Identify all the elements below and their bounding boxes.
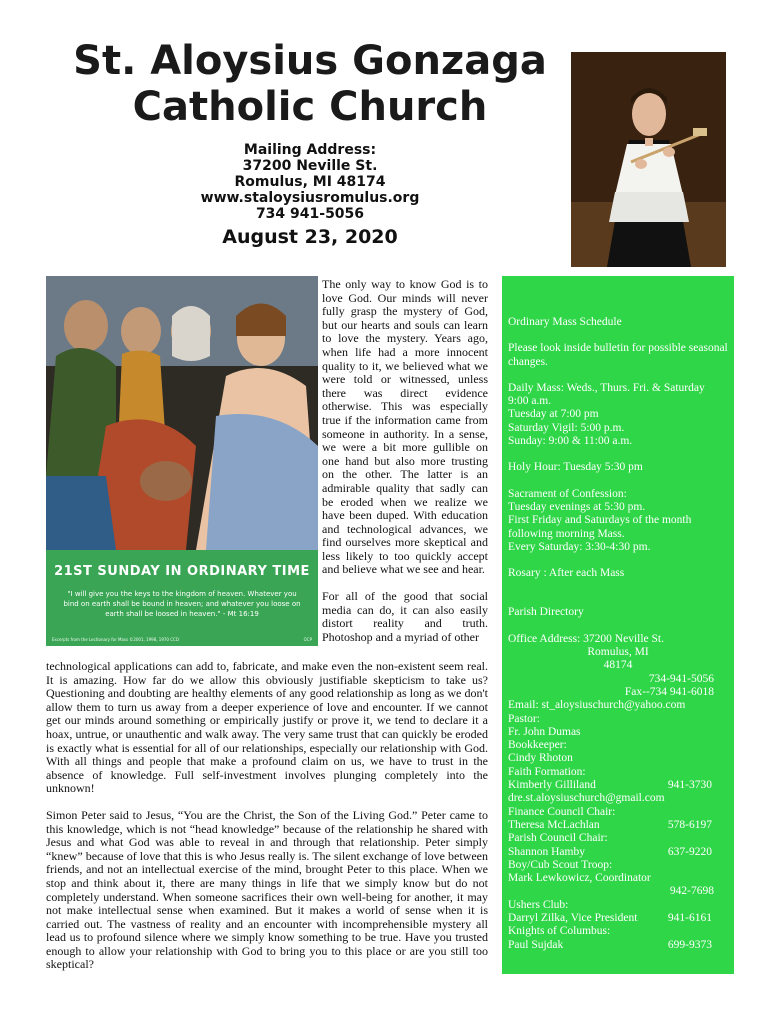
gospel-quote: "I will give you the keys to the kingdom of heaven. Whatever you bind on earth shall be bound in heaven; and whatever you loose on earth shall be loosed in heaven." - Mt 16:19	[63, 590, 301, 618]
office-address: Office Address: 37200 Neville St.	[508, 632, 664, 645]
website-link[interactable]: www.staloysiusromulus.org	[200, 190, 420, 206]
address-line: 37200 Neville St.	[242, 158, 378, 174]
schedule-line: Tuesday at 7:00 pm	[508, 408, 599, 421]
ushers-club-phone: 941-6161	[667, 911, 712, 924]
article-paragraph: technological applications can add to, fabricate, and make even the non-existent seem real. It is amazing. How far do we allow this obviously justifiable skepticism to take us? Questioning and doubting are healthy elements of any good relationship as long as we don't allow them to turn us away from a deeper experience of love and encounter. If we cannot get our minds around something or empirically justify or prove it, we tend to declare it a hoax, untrue, or unauthentic and walk away. The very same trust that can quickly be eroded is exactly what is essential for all of our relationships, especially our relationship with God. With all things and people that make a profound claim on us, we have to trust in the absence of knowledge. Full self-investment involves plunging completely into the unknown!	[46, 659, 488, 796]
mass-schedule-note: Please look inside bulletin for possible seasonal changes.	[508, 342, 728, 368]
bookkeeper-name: Cindy Rhoton	[508, 752, 573, 765]
church-title-line2: Catholic Church	[132, 84, 488, 130]
office-fax: Fax--734 941-6018	[624, 685, 714, 698]
pastor-name: Fr. John Dumas	[508, 725, 581, 738]
schedule-line: Saturday Vigil: 5:00 p.m.	[508, 421, 625, 434]
gospel-illustration	[46, 276, 318, 646]
finance-council-label: Finance Council Chair:	[508, 805, 616, 818]
credit-left: Excerpts from the Lectionary for Mass ©2001, 1998, 1970 CCD	[52, 637, 179, 642]
directory-block	[508, 633, 728, 952]
ushers-club-row	[508, 912, 728, 925]
schedule-line: Tuesday evenings at 5:30 pm.	[508, 500, 646, 513]
parish-council-name: Shannon Hamby	[508, 845, 585, 858]
mailing-address	[150, 142, 470, 222]
phone-number: 734 941-5056	[255, 206, 365, 222]
ushers-club-name: Darryl Zilka, Vice President	[508, 911, 638, 924]
office-city: Romulus, MI	[587, 646, 649, 659]
article-paragraph: The only way to know God is to love God. Our minds will never fully grasp the mystery of God, but our hearts and souls can learn to love the mystery. Years ago, when life had a more innocent quality to it, we believed what we were told or witnessed, unless there was direct evidence otherwise. This was especially true if the information came from someone in authority. In a sense, we were a bit more gullible on one hand but also more trusting on the other. The latter is an admirable quality that sadly can be eroded when we realize we have been duped. With education and technological advances, we find ourselves more skeptical and less likely to too quickly accept and believe what we see and hear.	[322, 277, 488, 577]
schedule-line: Every Saturday: 3:30-4:30 pm.	[508, 540, 651, 553]
office-phone: 734-941-5056	[648, 672, 714, 685]
address-line: Mailing Address:	[243, 142, 377, 158]
mass-schedule-title: Ordinary Mass Schedule	[508, 316, 622, 328]
office-email[interactable]: Email: st_aloysiuschurch@yahoo.com	[508, 699, 686, 712]
faith-formation-row	[508, 779, 728, 792]
parish-directory-title: Parish Directory	[508, 606, 584, 619]
article-column-wide	[46, 660, 488, 972]
schedule-line: Sacrament of Confession:	[508, 487, 627, 500]
parish-council-phone: 637-9220	[667, 845, 712, 858]
church-title	[50, 38, 570, 130]
finance-council-name: Theresa McLachlan	[508, 818, 600, 831]
sunday-heading: 21ST SUNDAY IN ORDINARY TIME	[54, 564, 310, 579]
parish-info-sidebar	[502, 276, 734, 974]
confession-block	[508, 488, 728, 554]
knights-phone: 699-9373	[667, 938, 712, 951]
scout-troop-label: Boy/Cub Scout Troop:	[508, 858, 613, 871]
article-paragraph: Simon Peter said to Jesus, “You are the Christ, the Son of the Living God.” Peter came to this knowledge, which is not “head knowledge” because of the relationship he shared with Jesus and what God was able to reveal in and through that relationship. Peter simply “knew” because of love that this is who Jesus really is. The silent exchange of love between friends, and not an intellectual exercise of the mind, brought Peter to this place. When we stop and think about it, there are many things in life that we simply know but do not completely understand. When someone sacrifices their own well-being for another, it may not make intellectual sense when examined. But it makes a world of sense when it is carried out. The vastness of reality and an encounter with incomprehensible mystery all lead us to profound silence where we simply know something to be true. Have you trusted enough to allow your relationship with God to bring you to this place or are you still too skeptical?	[46, 807, 488, 972]
holy-hour: Holy Hour: Tuesday 5:30 pm	[508, 461, 643, 474]
schedule-line: Daily Mass: Weds., Thurs. Fri. & Saturday	[508, 381, 705, 394]
knights-row	[508, 939, 728, 952]
scout-troop-phone: 942-7698	[669, 885, 714, 898]
article-paragraph: For all of the good that social media can do, it can also easily distort reality and truth. Photoshop and a myriad of other	[322, 589, 488, 644]
daily-mass-block	[508, 382, 728, 448]
schedule-line: First Friday and Saturdays of the month	[508, 514, 692, 527]
image-credit	[52, 637, 312, 642]
parish-council-label: Parish Council Chair:	[508, 832, 608, 845]
saint-statue-photo	[571, 52, 726, 267]
faith-formation-label: Faith Formation:	[508, 765, 586, 778]
faith-formation-email[interactable]: dre.st.aloysiuschurch@gmail.com	[508, 792, 665, 805]
address-line: Romulus, MI 48174	[234, 174, 386, 190]
office-zip: 48174	[603, 659, 633, 672]
bookkeeper-label: Bookkeeper:	[508, 739, 567, 752]
rosary: Rosary : After each Mass	[508, 567, 625, 580]
pastor-label: Pastor:	[508, 712, 540, 725]
credit-right: OCP	[303, 637, 312, 642]
schedule-line: Sunday: 9:00 & 11:00 a.m.	[508, 435, 633, 448]
scout-troop-name: Mark Lewkowicz, Coordinator	[508, 872, 651, 885]
sunday-banner	[46, 550, 318, 646]
bulletin-date: August 23, 2020	[222, 226, 398, 248]
article-column-top	[322, 278, 488, 644]
knights-name: Paul Sujdak	[508, 938, 564, 951]
ushers-club-label: Ushers Club:	[508, 898, 569, 911]
knights-label: Knights of Columbus:	[508, 925, 611, 938]
schedule-line: 9:00 a.m.	[508, 395, 552, 408]
faith-formation-name: Kimberly Gilliland	[508, 779, 596, 792]
finance-council-phone: 578-6197	[667, 818, 712, 831]
finance-council-row	[508, 819, 728, 832]
faith-formation-phone: 941-3730	[667, 779, 712, 792]
schedule-line: following morning Mass.	[508, 527, 625, 540]
parish-council-row	[508, 846, 728, 859]
church-title-line1: St. Aloysius Gonzaga	[73, 38, 547, 84]
